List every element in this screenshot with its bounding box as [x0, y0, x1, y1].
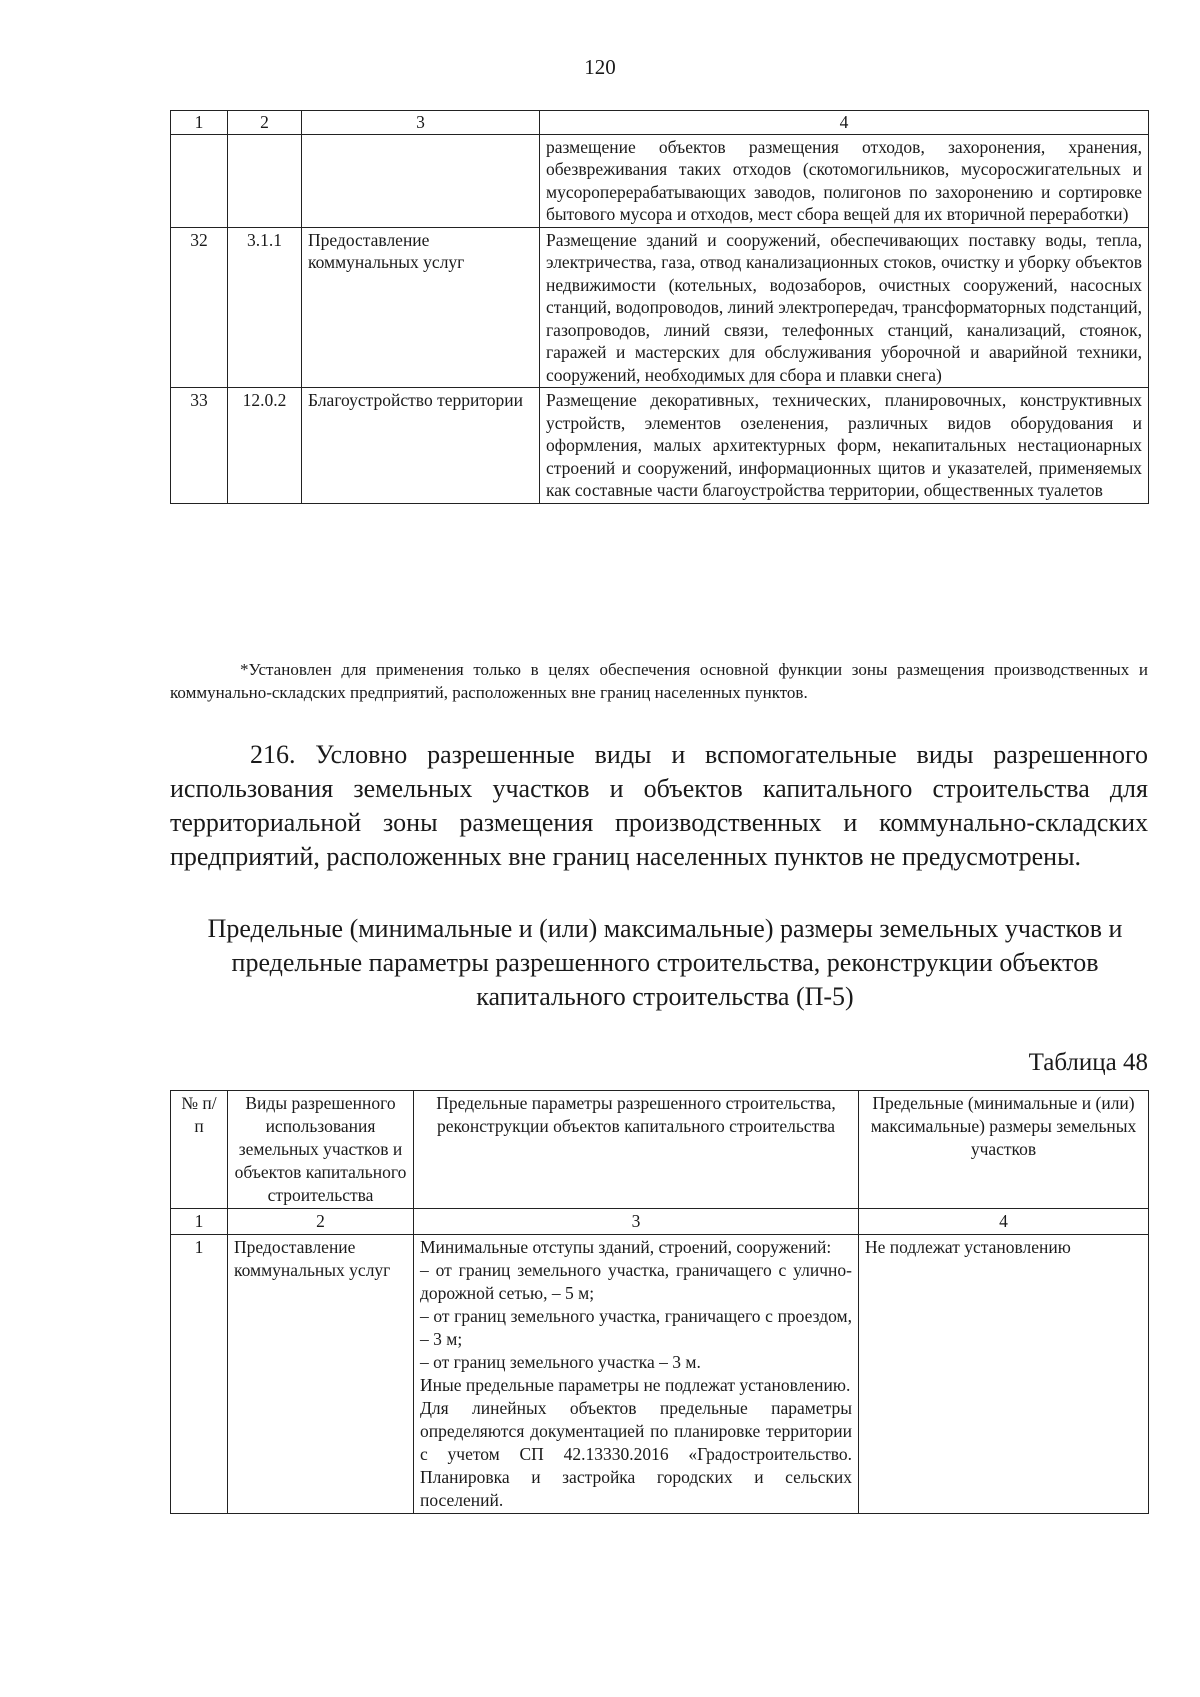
- row-code: [228, 134, 302, 227]
- header-cell: 2: [228, 111, 302, 135]
- table-header-row: [171, 111, 1149, 135]
- land-use-table-continued: [170, 110, 1149, 504]
- row-code: 12.0.2: [228, 388, 302, 504]
- params-line: – от границ земельного участка, граничащего с улично-дорожной сетью, – 5 м;: [420, 1260, 852, 1303]
- table-header-row: [171, 1091, 1149, 1209]
- row-name: Благоустройство территории: [302, 388, 540, 504]
- params-line: – от границ земельного участка, граничащего с проездом, – 3 м;: [420, 1306, 852, 1349]
- row-number: 32: [171, 227, 228, 388]
- row-number: 33: [171, 388, 228, 504]
- column-number: 3: [414, 1209, 859, 1235]
- table-row: [171, 227, 1149, 388]
- table-48: [170, 1090, 1149, 1514]
- params-line: Иные предельные параметры не подлежат установлению.: [420, 1375, 851, 1395]
- row-description: Размещение декоративных, технических, планировочных, конструктивных устройств, элементов озеленения, различных видов оборудования и оформления, малых архитектурных форм, некапитальных нестационарных строений и сооружений, информационных щитов и указателей, применяемых как составные части благоустройства территории, общественных туалетов: [540, 388, 1149, 504]
- table-caption: Таблица 48: [1028, 1049, 1148, 1076]
- table-row: [171, 1235, 1149, 1514]
- column-number-row: [171, 1209, 1149, 1235]
- column-number: 4: [859, 1209, 1149, 1235]
- page-number: 120: [584, 55, 616, 79]
- params-line: Минимальные отступы зданий, строений, сооружений:: [420, 1237, 832, 1257]
- table-row: [171, 388, 1149, 504]
- params-line: – от границ земельного участка – 3 м.: [420, 1352, 701, 1372]
- row-sizes: Не подлежат установлению: [859, 1235, 1149, 1514]
- section-title: Предельные (минимальные и (или) максимальные) размеры земельных участков и предельные параметры разрешенного строительства, реконструкции объектов капитального строительства (П-5): [207, 914, 1123, 1011]
- header-cell: 3: [302, 111, 540, 135]
- row-description: Размещение зданий и сооружений, обеспечивающих поставку воды, тепла, электричества, газа, отвод канализационных стоков, очистку и уборку объектов недвижимости (котельных, водозаборов, очистных сооружений, насосных станций, водопроводов, линий электропередач, трансформаторных подстанций, газопроводов, линий связи, телефонных станций, канализаций, стоянок, гаражей и мастерских для обслуживания уборочной и аварийной техники, сооружений, необходимых для сбора и плавки снега): [540, 227, 1149, 388]
- row-number: [171, 134, 228, 227]
- row-params: [414, 1235, 859, 1514]
- header-cell: 4: [540, 111, 1149, 135]
- header-cell: 1: [171, 111, 228, 135]
- row-description: размещение объектов размещения отходов, захоронения, хранения, обезвреживания таких отходов (скотомогильников, мусоросжигательных и мусороперерабатывающих заводов, полигонов по захоронению и сортировке бытового мусора и отходов, мест сбора вещей для их вторичной переработки): [540, 134, 1149, 227]
- row-name: [302, 134, 540, 227]
- header-cell-number: № п/п: [171, 1091, 228, 1209]
- params-line: Для линейных объектов предельные параметры определяются документацией по планировке территории с учетом СП 42.13330.2016 «Градостроительство. Планировка и застройка городских и сельских поселений.: [420, 1398, 852, 1510]
- header-cell-use: Виды разрешенного использования земельных участков и объектов капитального строительства: [228, 1091, 414, 1209]
- row-number: 1: [171, 1235, 228, 1514]
- row-use: Предоставление коммунальных услуг: [228, 1235, 414, 1514]
- header-cell-sizes: Предельные (минимальные и (или) максимальные) размеры земельных участков: [859, 1091, 1149, 1209]
- row-name: Предоставление коммунальных услуг: [302, 227, 540, 388]
- column-number: 2: [228, 1209, 414, 1235]
- column-number: 1: [171, 1209, 228, 1235]
- table-row: [171, 134, 1149, 227]
- footnote: *Установлен для применения только в целях обеспечения основной функции зоны размещения производственных и коммунально-складских предприятий, расположенных вне границ населенных пунктов.: [170, 660, 1148, 702]
- row-code: 3.1.1: [228, 227, 302, 388]
- header-cell-params: Предельные параметры разрешенного строительства, реконструкции объектов капитального строительства: [414, 1091, 859, 1209]
- paragraph-216: 216. Условно разрешенные виды и вспомогательные виды разрешенного использования земельных участков и объектов капитального строительства для территориальной зоны размещения производственных и коммунально-складских предприятий, расположенных вне границ населенных пунктов не предусмотрены.: [170, 740, 1148, 871]
